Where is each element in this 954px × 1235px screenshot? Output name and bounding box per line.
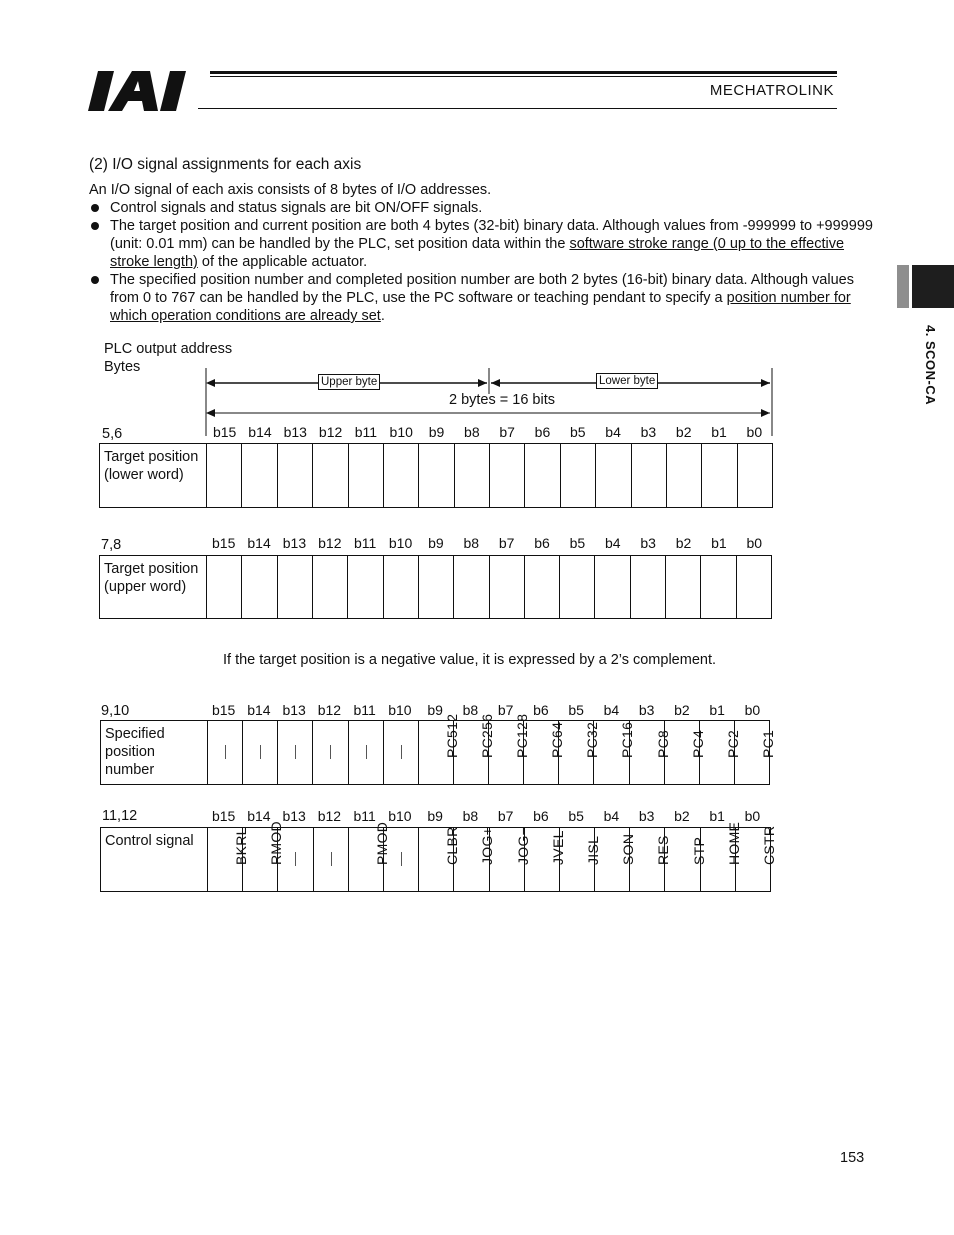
bit-header: b8 (464, 424, 480, 440)
bit-header: b7 (498, 535, 515, 551)
bit-header: b5 (569, 424, 586, 440)
bit-header: b2 (675, 424, 692, 440)
register-address: 9,10 (101, 703, 130, 719)
bit-cell (313, 828, 348, 892)
bit-header: b12 (317, 702, 342, 718)
register-name: Specified position number (101, 721, 208, 785)
bit-header: b9 (427, 702, 443, 718)
signal-label: JOG+ (479, 826, 496, 865)
bit-header: b11 (354, 424, 378, 440)
bit-cell (630, 556, 665, 619)
bit-cell (664, 721, 706, 785)
bit-header: b14 (247, 535, 271, 551)
bit-cell (595, 828, 637, 892)
header-rule (210, 76, 837, 77)
bit-cell (595, 556, 630, 619)
register-row (100, 444, 773, 508)
bit-header: b2 (674, 702, 690, 718)
bit-cell (243, 721, 278, 785)
register-table (99, 443, 773, 508)
bit-cell (277, 444, 312, 508)
bit-cell (489, 713, 531, 785)
bit-cell (348, 821, 390, 892)
bit-header: b13 (283, 424, 307, 440)
bit-cell (734, 721, 776, 785)
bytes-label: Bytes (104, 359, 141, 375)
bit-header: b7 (497, 808, 514, 824)
bullet-item (89, 217, 879, 271)
bit-header: b5 (568, 702, 584, 718)
unused-bit-dash (295, 745, 296, 759)
bit-cell (453, 713, 495, 785)
register-table (100, 713, 776, 785)
bit-cell (596, 444, 631, 508)
bit-cell (735, 825, 777, 892)
bit-header: b13 (282, 808, 306, 824)
bit-header: b11 (353, 702, 376, 718)
bit-cell (278, 721, 313, 785)
signal-label: PMOD (373, 821, 390, 865)
bit-header: b0 (744, 808, 761, 824)
signal-label: BKRL (233, 827, 250, 865)
bit-cell (207, 556, 242, 619)
bit-cell (524, 828, 566, 892)
complement-note: If the target position is a negative value, it is expressed by a 2’s complement. (223, 652, 716, 668)
bit-cell (631, 444, 666, 508)
signal-label: SON (620, 833, 637, 865)
unused-bit-dash (330, 745, 331, 759)
bullet-text: The target position and current position are both 4 bytes (32-bit) binary data. Although values from -999999 to +999999 (unit: 0.01 mm) can be handled by the PLC, set position data within the software stroke range (0 up to the effective stroke length) of the applicable actuator. (110, 218, 873, 270)
bit-header: b15 (211, 702, 236, 718)
bit-header: b0 (746, 535, 763, 551)
bit-header: b8 (462, 702, 479, 718)
register-row (101, 828, 771, 892)
bit-cell (348, 556, 383, 619)
lower-byte-label: Lower byte (596, 373, 658, 389)
unused-bit-dash (401, 745, 402, 759)
width-label: 2 bytes = 16 bits (449, 392, 555, 408)
bit-header: b4 (603, 702, 620, 718)
bit-header: b0 (744, 702, 761, 718)
bit-header: b3 (638, 808, 655, 824)
bit-header: b6 (533, 808, 549, 824)
bit-header: b0 (746, 424, 763, 440)
upper-byte-label: Upper byte (318, 374, 380, 390)
bit-header: b3 (640, 535, 656, 551)
bit-cell (418, 556, 453, 619)
bit-cell (313, 721, 348, 785)
bit-cell (560, 444, 595, 508)
bit-cell (242, 556, 277, 619)
bit-header: b1 (711, 424, 727, 440)
bit-cell (699, 721, 741, 785)
bit-cell (242, 444, 277, 508)
bit-cell (277, 556, 312, 619)
bit-cell (243, 821, 285, 892)
bit-cell (383, 721, 418, 785)
bit-cell (701, 556, 736, 619)
register-table (99, 555, 772, 619)
bit-cell (630, 828, 672, 892)
register-name: Target position (upper word) (100, 556, 207, 619)
signal-label: CSTR (760, 825, 777, 865)
bit-header: b1 (711, 535, 727, 551)
bit-header: b5 (568, 808, 584, 824)
bit-cell (559, 721, 601, 785)
bit-header: b14 (248, 424, 272, 440)
side-tab-marker (897, 265, 909, 308)
register-row (100, 556, 772, 619)
register-address: 11,12 (102, 808, 138, 824)
bit-cell (348, 721, 383, 785)
register-name: Control signal (101, 828, 208, 892)
bit-cell (666, 444, 701, 508)
bit-header: b8 (463, 535, 480, 551)
bullet-item (89, 199, 879, 217)
bit-cell (278, 828, 313, 892)
header-title: MECHATROLINK (709, 82, 834, 99)
signal-label: PC32 (584, 721, 601, 758)
unused-bit-dash (331, 852, 332, 866)
bit-header-row (206, 535, 772, 551)
bit-header: b9 (427, 808, 443, 824)
bit-cell (700, 821, 742, 892)
bit-header-row (206, 808, 770, 824)
unused-bit-dash (260, 745, 261, 759)
signal-label: RMOD (268, 821, 285, 865)
bit-cell (383, 444, 418, 508)
header-rule (210, 71, 837, 74)
bit-header: b13 (282, 702, 306, 718)
bit-header: b12 (318, 535, 342, 551)
bit-header: b3 (638, 702, 655, 718)
bit-header: b15 (211, 808, 236, 824)
bit-cell (419, 826, 461, 892)
bit-header: b3 (640, 424, 657, 440)
unused-bit-dash (225, 745, 226, 759)
signal-label: PC512 (443, 713, 460, 758)
bit-header: b8 (462, 808, 479, 824)
signal-label: PC128 (514, 713, 531, 758)
signal-label: PC64 (549, 721, 566, 758)
bit-header: b15 (212, 535, 236, 551)
bit-cell (629, 721, 671, 785)
bit-header: b6 (534, 535, 550, 551)
bit-header: b4 (603, 808, 620, 824)
bit-cell (419, 444, 454, 508)
bit-cell (665, 828, 707, 892)
bit-cell (489, 826, 531, 892)
register-row (101, 721, 770, 785)
signal-label: JOG− (514, 826, 531, 865)
bit-header: b11 (353, 808, 376, 824)
bit-cell (524, 721, 566, 785)
header-rule (198, 108, 837, 109)
bit-header: b9 (428, 424, 445, 440)
bit-header-row (207, 424, 772, 440)
signal-label: PC4 (689, 729, 706, 758)
signal-label: STP (690, 836, 707, 865)
bullet-dot (91, 276, 99, 284)
bit-cell (524, 556, 559, 619)
bit-header: b10 (389, 424, 413, 440)
section-heading: (2) I/O signal assignments for each axis (89, 156, 362, 173)
bit-cell (208, 721, 243, 785)
bit-header: b10 (388, 808, 412, 824)
bit-header: b2 (674, 808, 690, 824)
bit-cell (736, 556, 771, 619)
signal-label: RES (655, 835, 672, 865)
bit-header: b12 (318, 424, 343, 440)
bit-header: b6 (534, 424, 551, 440)
bit-cell (737, 444, 772, 508)
bit-cell (559, 828, 601, 892)
signal-label: PC256 (478, 713, 495, 758)
bit-header: b13 (282, 535, 307, 551)
bit-header: b7 (497, 702, 514, 718)
bit-header: b4 (605, 535, 621, 551)
bit-cell (418, 713, 460, 785)
unused-bit-dash (366, 745, 367, 759)
register-name: Target position (lower word) (100, 444, 207, 508)
unused-bit-dash (401, 852, 402, 866)
bullet-item (89, 271, 879, 325)
register-table (100, 821, 777, 892)
bit-cell (454, 826, 496, 892)
signal-label: HOME (725, 821, 742, 865)
page-number: 153 (840, 1150, 865, 1166)
bullet-text: Control signals and status signals are bit ON/OFF signals. (110, 200, 483, 216)
bit-cell (207, 444, 242, 508)
register-address: 7,8 (101, 537, 122, 553)
signal-label: PC16 (619, 721, 636, 758)
bit-header: b14 (247, 808, 271, 824)
bit-header: b11 (354, 535, 377, 551)
bit-cell (348, 444, 383, 508)
bit-cell (383, 556, 418, 619)
signal-label: PC1 (759, 729, 776, 758)
bit-header: b12 (317, 808, 342, 824)
bit-header: b2 (675, 535, 692, 551)
side-tab-marker (912, 265, 954, 308)
bit-header: b1 (709, 808, 725, 824)
unused-bit-dash (295, 852, 296, 866)
bit-cell (208, 827, 250, 892)
side-tab-label: 4. SCON-CA (923, 325, 938, 406)
bit-header: b9 (428, 535, 444, 551)
bit-cell (489, 556, 524, 619)
bit-cell (560, 556, 595, 619)
bit-header: b10 (388, 702, 412, 718)
signal-label: PC2 (724, 729, 741, 758)
bit-cell (313, 444, 348, 508)
register-address: 5,6 (102, 426, 123, 442)
bit-cell (666, 556, 701, 619)
bullet-text: The specified position number and completed position number are both 2 bytes (16-bit) binary data. Although values from 0 to 767 can be handled by the PLC, use the PC software or teaching pendant to specify a position number for which operation conditions are already set. (110, 272, 854, 324)
bit-cell (702, 444, 737, 508)
bit-cell (454, 556, 489, 619)
iai-logo (88, 69, 208, 113)
signal-label: PC8 (654, 729, 671, 758)
bit-cell (454, 444, 489, 508)
signal-label: CLBR (444, 826, 461, 865)
bit-cell (490, 444, 525, 508)
bullet-dot (91, 222, 99, 230)
bit-cell (383, 828, 418, 892)
bit-header: b15 (212, 424, 237, 440)
signal-label: JVEL (549, 830, 566, 865)
bit-header: b6 (533, 702, 549, 718)
bit-header: b10 (388, 535, 413, 551)
plc-address-label: PLC output address (104, 341, 233, 357)
bit-header: b4 (605, 424, 621, 440)
signal-label: JISL (584, 835, 601, 865)
bit-cell (312, 556, 347, 619)
bit-header: b5 (569, 535, 586, 551)
bit-header: b1 (709, 702, 725, 718)
bit-cell (525, 444, 560, 508)
bit-header: b7 (499, 424, 515, 440)
bullet-dot (91, 204, 99, 212)
bit-header: b14 (247, 702, 271, 718)
intro-text: An I/O signal of each axis consists of 8 bytes of I/O addresses. (89, 182, 492, 198)
bit-cell (594, 721, 636, 785)
